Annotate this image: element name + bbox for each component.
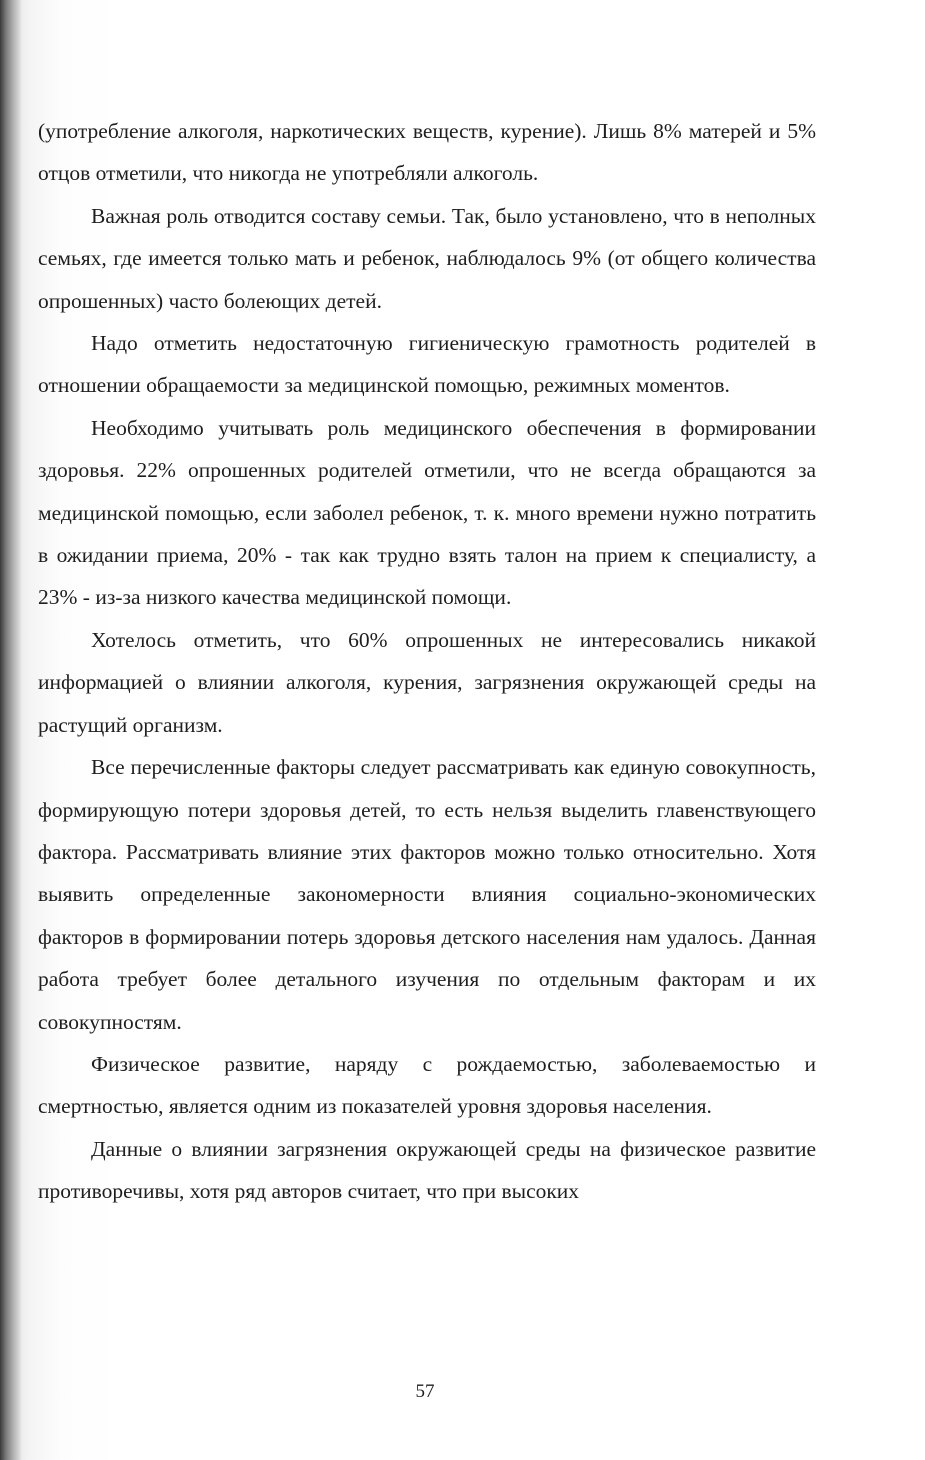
paragraph-3: Надо отметить недостаточную гигиеническую грамотность родителей в отношении обращаемости за медицинской помощью, режимных моментов. (38, 331, 816, 398)
page-number: 57 (415, 1381, 435, 1402)
paragraph-1: (употребление алкоголя, наркотических веществ, курение). Лишь 8% матерей и 5% отцов отметили, что никогда не употребляли алкоголь. (38, 119, 816, 186)
paragraph-7: Физическое развитие, наряду с рождаемостью, заболеваемостью и смертностью, является одним из показателей уровня здоровья населения. (38, 1051, 816, 1119)
binding-shadow (0, 0, 22, 1460)
paragraph-5: Хотелось отметить, что 60% опрошенных не интересовались никакой информацией о влиянии алкоголя, курения, загрязнения окружающей среды на растущий организм. (38, 627, 816, 737)
paragraph-4: Необходимо учитывать роль медицинского обеспечения в формировании здоровья. 22% опрошенных родителей отметили, что не всегда обращаются за медицинской помощью, если заболел ребенок, т. к. много времени нужно потратить в ожидании приема, 20% - так как трудно взять талон на прием к специалисту, а 23% - из-за низкого качества медицинской помощи. (38, 415, 816, 610)
paragraph-8: Данные о влиянии загрязнения окружающей среды на физическое развитие противоречивы, хотя ряд авторов считает, что при высоких (38, 1136, 816, 1204)
body-text (38, 110, 816, 1213)
paragraph-2: Важная роль отводится составу семьи. Так, было установлено, что в неполных семьях, где имеется только мать и ребенок, наблюдалось 9% (от общего количества опрошенных) часто болеющих детей. (38, 203, 816, 313)
paragraph-6: Все перечисленные факторы следует рассматривать как единую совокупность, формирующую потери здоровья детей, то есть нельзя выделить главенствующего фактора. Рассматривать влияние этих факторов можно только относительно. Хотя выявить определенные закономерности влияния социально-экономических факторов в формировании потерь здоровья детского населения нам удалось. Данная работа требует более детального изучения по отдельным факторам и их совокупностям. (38, 755, 816, 1034)
